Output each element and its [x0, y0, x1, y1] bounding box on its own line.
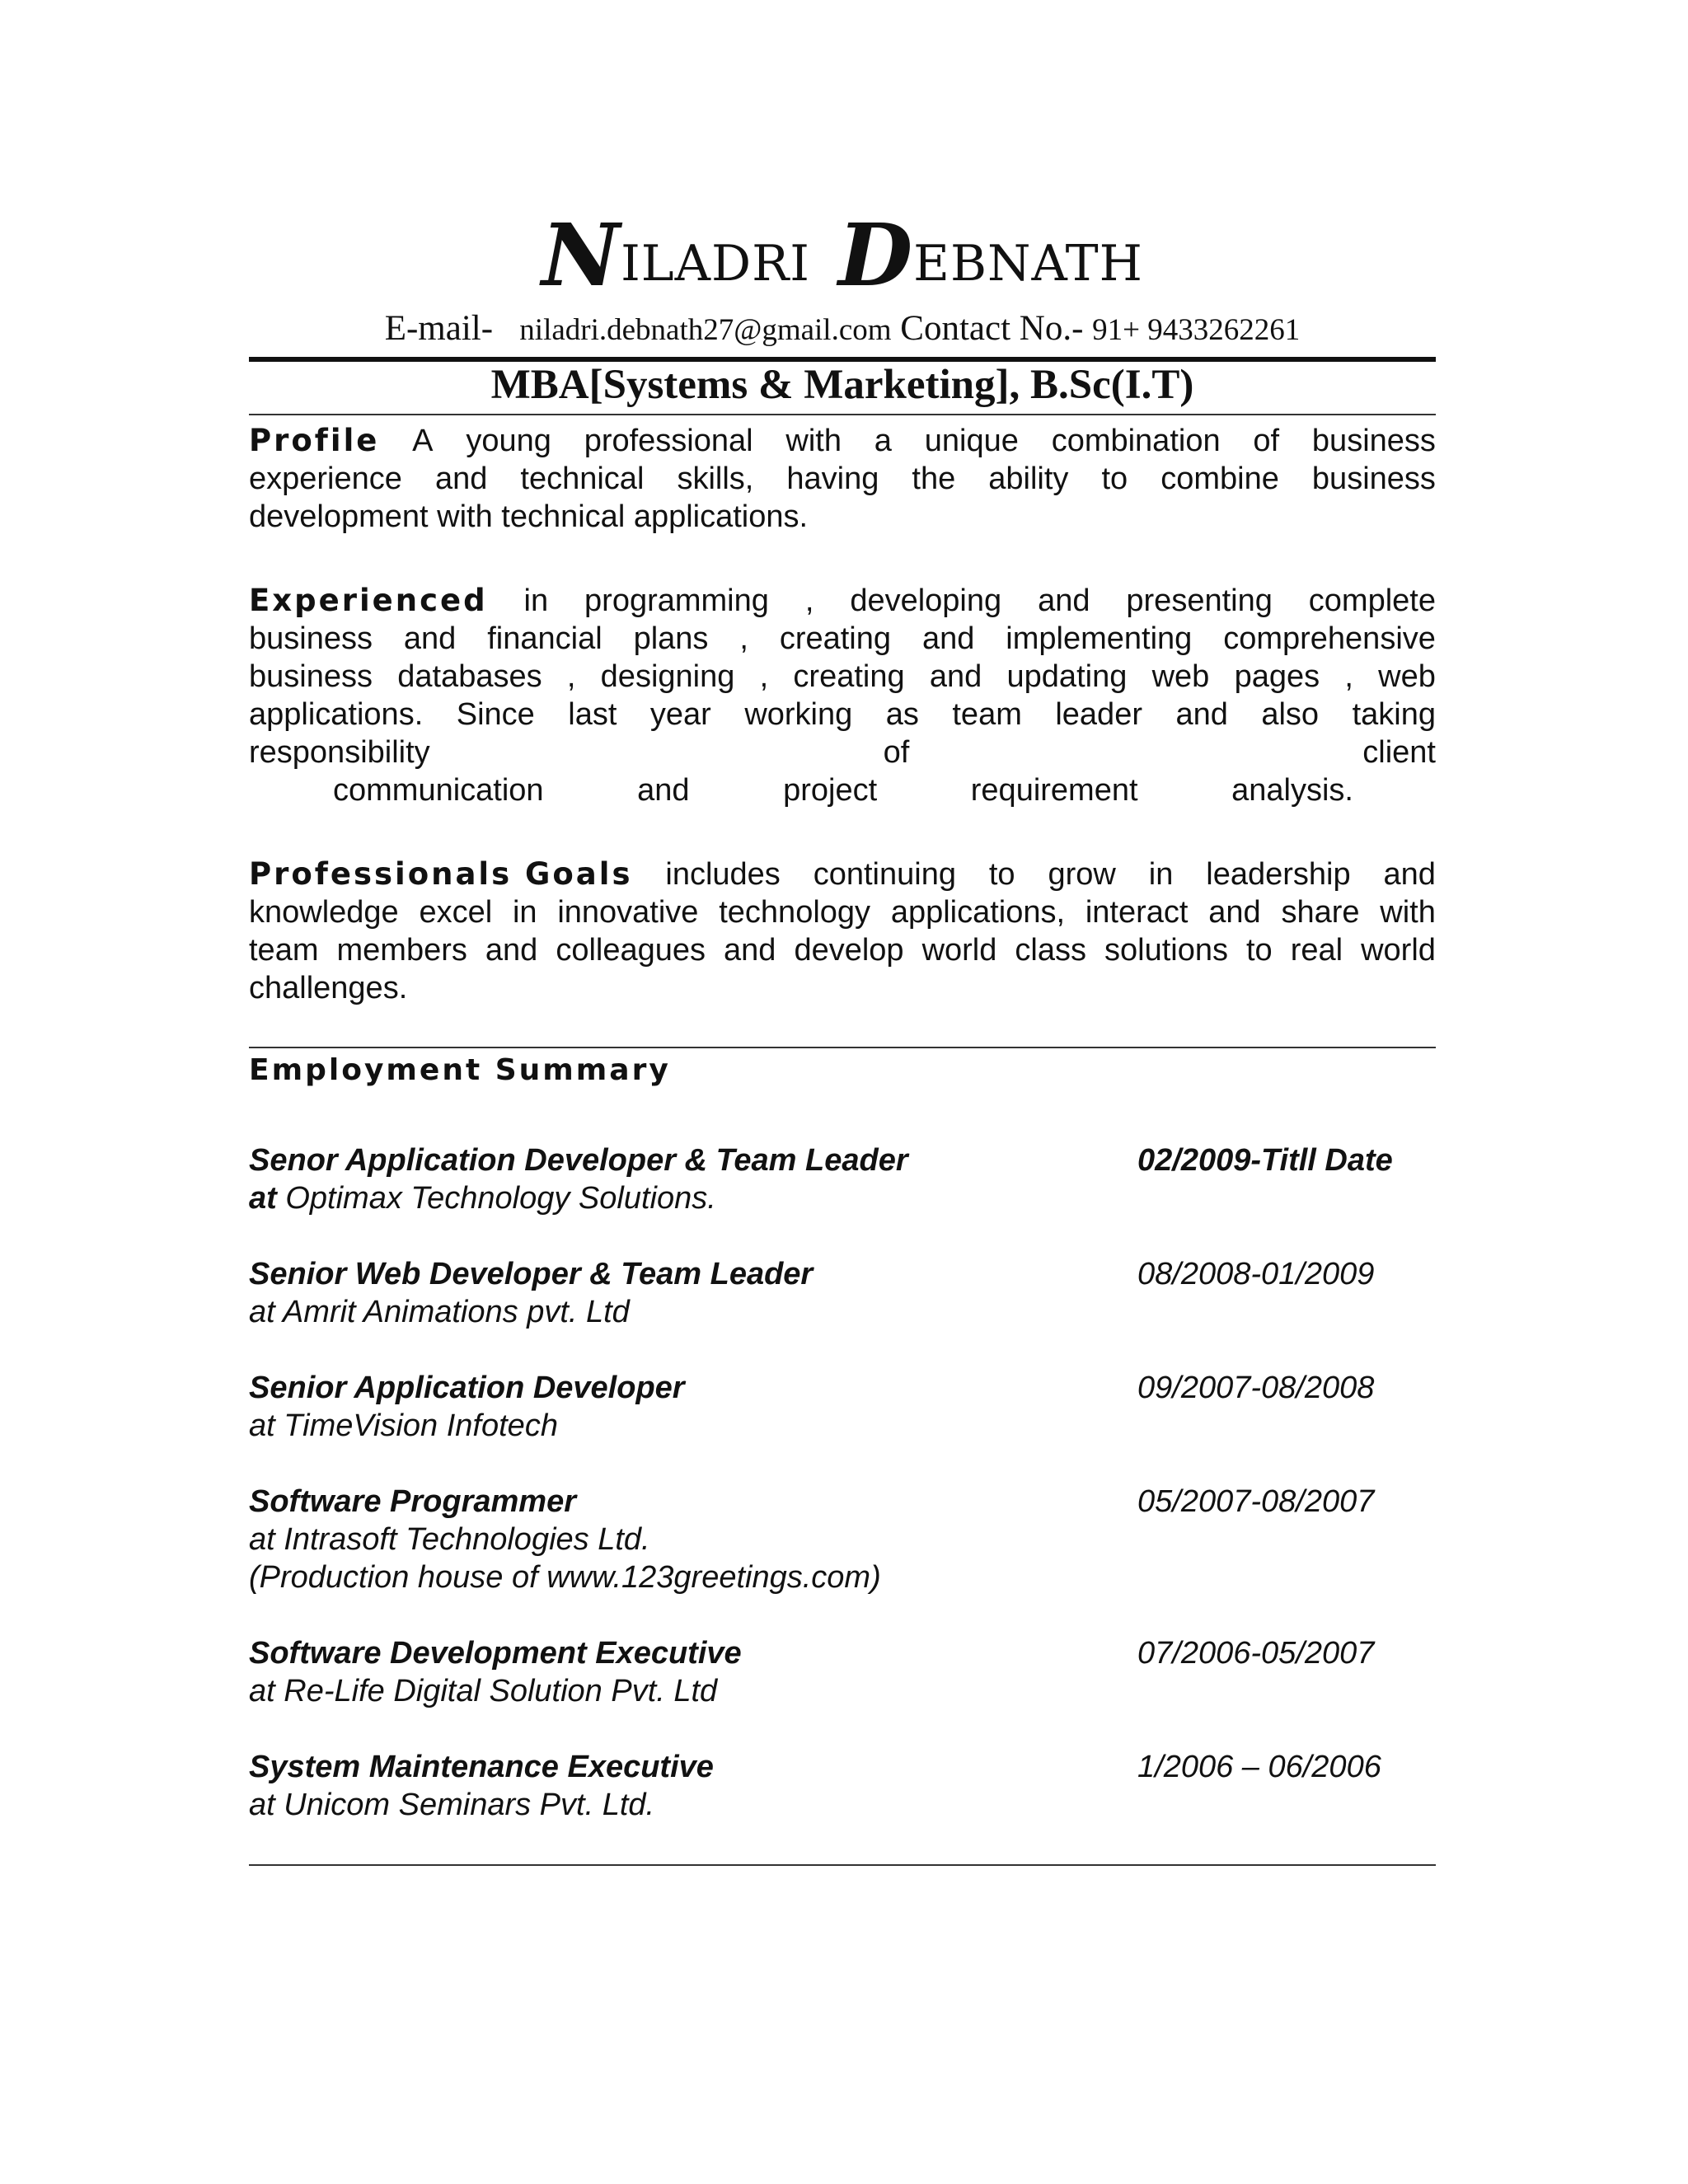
experienced-line-6: communication and project requirement analysis. [333, 773, 1353, 808]
job-dates: 09/2007-08/2008 [1137, 1371, 1375, 1405]
experienced-line-3: business databases , designing , creating and updating web pages , web [249, 659, 1436, 694]
name-last-initial: D [837, 204, 914, 306]
contact-line [249, 308, 1436, 349]
experienced-line-1: Experienced in programming , developing and presenting complete [249, 583, 1436, 618]
profile-line-2: experience and technical skills, having the ability to combine business [249, 462, 1436, 496]
job-title: Software Programmer [249, 1484, 577, 1519]
job-title: System Maintenance Executive [249, 1750, 714, 1784]
phone-number: 91+ 9433262261 [1092, 313, 1301, 347]
job-dates: 05/2007-08/2007 [1137, 1484, 1375, 1519]
job-title: Software Development Executive [249, 1636, 742, 1671]
job-company: at Amrit Animations pvt. Ltd [249, 1295, 630, 1329]
goals-heading: Professionals Goals [249, 856, 633, 892]
resume-content [249, 0, 1436, 2184]
goals-line-2: knowledge excel in innovative technology applications, interact and share with [249, 895, 1436, 930]
degree-divider [249, 414, 1436, 415]
job-entry [249, 1141, 1436, 1217]
experienced-section [249, 582, 1436, 809]
job-company: at Optimax Technology Solutions. [249, 1181, 716, 1216]
job-dates: 1/2006 – 06/2006 [1137, 1750, 1381, 1784]
job-entry [249, 1369, 1436, 1445]
experienced-line-4: applications. Since last year working as team leader and also taking [249, 697, 1436, 732]
goals-line-4: challenges. [249, 971, 408, 1005]
job-company: at Re-Life Digital Solution Pvt. Ltd [249, 1674, 718, 1708]
profile-heading: Profile [249, 423, 380, 458]
candidate-name [249, 204, 1436, 306]
job-title: Senior Application Developer [249, 1371, 685, 1405]
job-entry [249, 1483, 1436, 1596]
goals-line-3: team members and colleagues and develop world class solutions to real world [249, 933, 1436, 968]
experienced-heading: Experienced [249, 583, 488, 618]
job-dates: 08/2008-01/2009 [1137, 1257, 1375, 1291]
job-company: at Intrasoft Technologies Ltd. [249, 1522, 650, 1557]
email-address[interactable]: niladri.debnath27@gmail.com [519, 313, 892, 347]
experienced-line-2: business and financial plans , creating and implementing comprehensive [249, 621, 1436, 656]
goals-section [249, 855, 1436, 1007]
job-entry [249, 1634, 1436, 1710]
job-company: at Unicom Seminars Pvt. Ltd. [249, 1788, 655, 1822]
email-label: E-mail- [384, 309, 494, 348]
job-note: (Production house of www.123greetings.com) [249, 1560, 881, 1595]
goals-line-1: Professionals Goals includes continuing to grow in leadership and [249, 856, 1436, 892]
name-first-rest: ILADRI [621, 235, 810, 293]
job-entry [249, 1748, 1436, 1824]
job-dates: 02/2009-Titll Date [1137, 1143, 1393, 1178]
profile-line-3: development with technical applications. [249, 499, 809, 534]
contact-label: Contact No.- [900, 309, 1084, 348]
profile-section [249, 422, 1436, 536]
job-entry [249, 1255, 1436, 1331]
profile-line-1: Profile A young professional with a unique combination of business [249, 423, 1436, 458]
employment-bottom-divider [249, 1864, 1436, 1866]
name-last-rest: EBNATH [913, 235, 1143, 293]
job-title: Senor Application Developer & Team Leader [249, 1143, 908, 1178]
job-title: Senior Web Developer & Team Leader [249, 1257, 814, 1291]
job-dates: 07/2006-05/2007 [1137, 1636, 1375, 1671]
degree-line: MBA[Systems & Marketing], B.Sc(I.T) [490, 362, 1194, 408]
job-company: at TimeVision Infotech [249, 1408, 558, 1443]
employment-top-divider [249, 1047, 1436, 1048]
name-first-initial: N [542, 204, 621, 306]
employment-summary-heading: Employment Summary [249, 1053, 671, 1087]
experienced-line-5: responsibility of client [249, 735, 1436, 770]
